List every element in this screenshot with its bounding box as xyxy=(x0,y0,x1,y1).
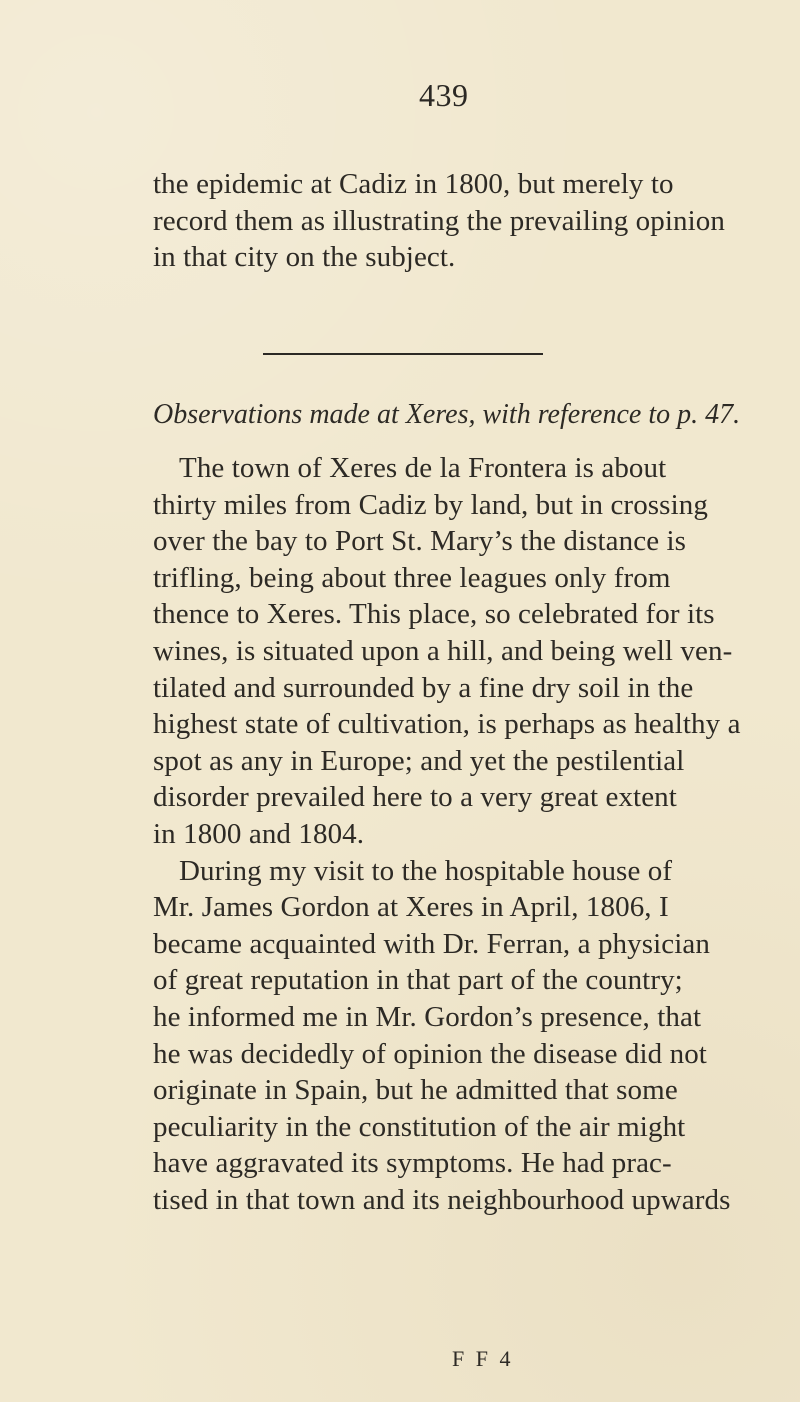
paragraph-line: wines, is situated upon a hill, and being well ven- xyxy=(153,634,733,667)
body-text xyxy=(153,450,741,1218)
paragraph-line: tised in that town and its neighbourhood upwards xyxy=(153,1183,731,1216)
paragraph-line: thence to Xeres. This place, so celebrated for its xyxy=(153,598,715,631)
paragraph-line: thirty miles from Cadiz by land, but in crossing xyxy=(153,488,708,521)
section-heading: Observations made at Xeres, with reference to p. 47. xyxy=(153,399,741,430)
paragraph-line: originate in Spain, but he admitted that some xyxy=(153,1074,678,1107)
paragraph-line: Mr. James Gordon at Xeres in April, 1806, I xyxy=(153,891,669,924)
section-divider xyxy=(263,353,543,355)
paragraph-line: he informed me in Mr. Gordon’s presence, that xyxy=(153,1000,702,1033)
paragraph-line: tilated and surrounded by a fine dry soil in the xyxy=(153,671,694,704)
intro-line: the epidemic at Cadiz in 1800, but merely to xyxy=(153,168,674,200)
paragraph-line: he was decidedly of opinion the disease did not xyxy=(153,1037,707,1070)
paragraph-line: highest state of cultivation, is perhaps as healthy a xyxy=(153,708,741,741)
paragraph-line: have aggravated its symptoms. He had prac- xyxy=(153,1147,672,1180)
signature-mark: F F 4 xyxy=(452,1346,514,1371)
paragraph-line: trifling, being about three leagues only from xyxy=(153,561,671,594)
paragraph-line: over the bay to Port St. Mary’s the distance is xyxy=(153,525,687,558)
paragraph-line: The town of Xeres de la Frontera is about xyxy=(179,452,667,484)
intro-line: in that city on the subject. xyxy=(153,241,456,274)
intro-paragraph xyxy=(153,166,725,276)
page-number: 439 xyxy=(419,77,469,113)
paragraph-line: became acquainted with Dr. Ferran, a physician xyxy=(153,927,711,960)
paragraph-line: During my visit to the hospitable house of xyxy=(179,854,673,887)
paragraph-line: peculiarity in the constitution of the air might xyxy=(153,1110,686,1143)
paragraph-line: in 1800 and 1804. xyxy=(153,817,365,850)
intro-line: record them as illustrating the prevailing opinion xyxy=(153,204,725,237)
paragraph-line: disorder prevailed here to a very great extent xyxy=(153,781,677,814)
paragraph-line: spot as any in Europe; and yet the pestilential xyxy=(153,744,685,777)
paragraph-line: of great reputation in that part of the country; xyxy=(153,964,683,997)
